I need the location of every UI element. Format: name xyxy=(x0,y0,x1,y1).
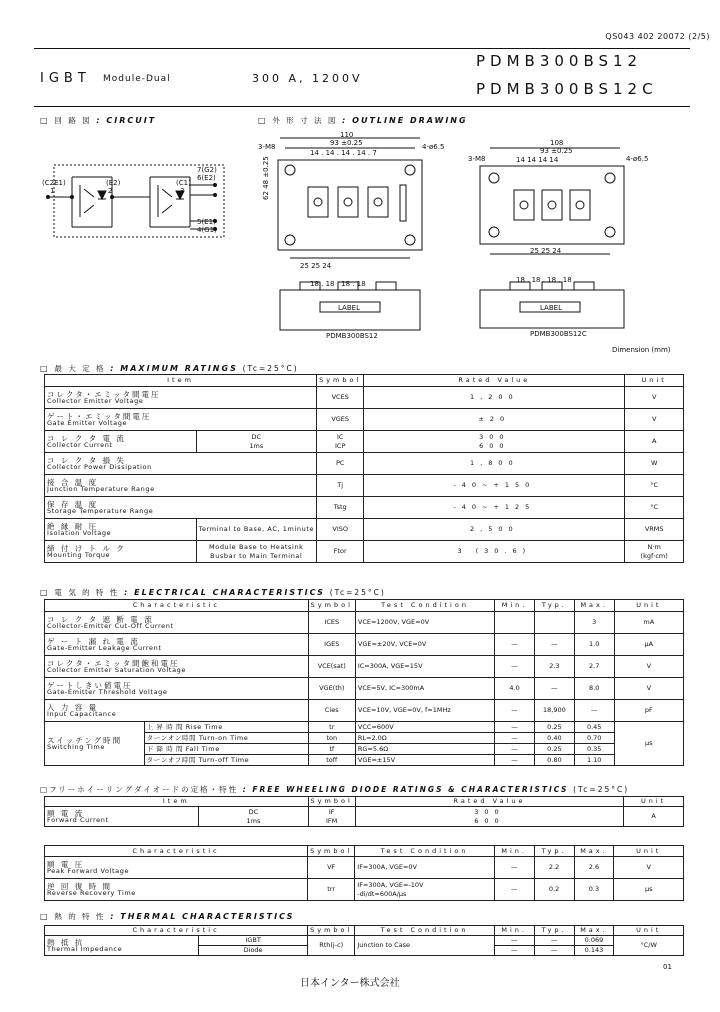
electrical-title: □ 電 気 的 特 性 : ELECTRICAL CHARACTERISTICS (Tc=25°C) xyxy=(40,588,386,597)
pin-2: 2 xyxy=(108,187,113,195)
header-rule xyxy=(34,48,690,49)
dim-93-right: 93 ±0.25 xyxy=(540,147,573,155)
outline-section-title: □ 外 形 寸 法 図 : OUTLINE DRAWING xyxy=(258,116,468,125)
module-type: Module-Dual xyxy=(103,74,171,84)
label-text-left: LABEL xyxy=(338,304,360,312)
pin-c1: (C1) xyxy=(176,179,191,187)
dim-seg-right: 14 14 14 14 xyxy=(516,156,559,164)
dim-110: 110 xyxy=(340,131,354,139)
dim-3m8: 3-M8 xyxy=(258,143,276,151)
label-part-right: PDMB300BS12C xyxy=(530,330,587,338)
dim-mount: 4-ø6.5 xyxy=(422,143,445,151)
dimension-note: Dimension (mm) xyxy=(612,346,671,354)
fwd-rating-table: Item Symbol Rated Value Unit 順 電 流 Forward Current DC 1ms IF IFM 300 600 A xyxy=(44,796,684,827)
pin-1: 1 xyxy=(50,187,55,195)
dim-bottom: 25 25 24 xyxy=(300,262,332,270)
pin-e2: (E2) xyxy=(106,179,121,187)
thermal-title: □ 熱 的 特 性 : THERMAL CHARACTERISTICS xyxy=(40,912,295,921)
outline-drawing-right xyxy=(470,140,670,345)
header-rule-2 xyxy=(34,106,690,107)
label-text-right: LABEL xyxy=(540,304,562,312)
max-ratings-title: □ 最 大 定 格 : MAXIMUM RATINGS (Tc=25°C) xyxy=(40,364,299,373)
doc-number: QS043 402 20072 (2/5) xyxy=(605,32,710,41)
dim-3m8-right: 3-M8 xyxy=(468,155,486,163)
circuit-section-title: □ 回 路 図 : CIRCUIT xyxy=(40,116,157,125)
fwd-char-table: Characteristic Symbol Test Condition Min. Typ. Max. Unit 順 電 圧 Peak Forward Voltage VF IF=300A, VGE=0V — 2.2 2.6 V 逆 回 復 時 間 Reverse Recovery Time trr IF=300A, VGE=-10V -di/dt=600A/μs — 0.2 0.3 μs xyxy=(44,845,684,901)
dim-seg: 14 . 14 . 14 . 14 . 7 xyxy=(310,149,377,157)
fwd-title: □フリーホイーリングダイオードの定格・特性 : FREE WHEELING DIODE RATINGS & CHARACTERISTICS (Tc=25°C) xyxy=(40,785,630,794)
pin-6: 6(E2) xyxy=(197,174,216,182)
pin-c2e1: (C2E1) xyxy=(42,179,66,187)
dim-bottom-right: 25 25 24 xyxy=(530,247,562,255)
dim-side: 62 48 ±0.25 xyxy=(262,156,270,200)
dim-93: 93 ±0.25 xyxy=(330,139,363,147)
part-number-1: PDMB300BS12 xyxy=(476,52,643,70)
dim-side-top-right: 18 . 18 . 18 . 18 xyxy=(516,276,572,284)
product-line: IGBT xyxy=(40,71,91,86)
pin-5: 5(E1) xyxy=(197,218,216,226)
footer-code: 01 xyxy=(663,963,672,971)
label-part-left: PDMB300BS12 xyxy=(326,332,378,340)
outline-drawing-left xyxy=(250,130,470,345)
max-ratings-table: Item Symbol Rated Value Unit コレクタ・エミッタ間電圧 Collector Emitter Voltage VCES 1,200 V ゲート・エミッタ間電圧 Gate Emitter Voltage VGES ±20 V コ レ ク タ 電 流 Collector Current DC 1ms IC ICP 300 600 A コ レ ク タ 損 失 Collector Power Dissipation PC 1,800 W 接 合 温 度 Junction Temperature Range Tj -40~+150 °C 保 存 温 度 Storage Temperature Range Tstg -40~+125 °C 絶 縁 耐 圧 Isolation Voltage Terminal to Base, AC, 1minute VISO 2,500 VRMS 締 付 け ト ル ク Mounting Torque Module Base to Heatsink Busbar to Main Terminal Ftor 3 (30.6) N·m (kgf·cm) xyxy=(44,374,684,563)
dim-side-top-left: 18 . 18 . 18 . 18 xyxy=(310,280,366,288)
pin-7: 7(G2) xyxy=(197,166,217,174)
company-name: 日本インター株式会社 xyxy=(300,978,400,989)
pin-3: 3 xyxy=(180,187,185,195)
thermal-table: Characteristic Symbol Test Condition Min. Typ. Max. Unit 熱 抵 抗 Thermal Impedance IGBT Rth(j-c) Junction to Case — — 0.069 °C/W Diode — — 0.143 xyxy=(44,925,684,956)
pin-4: 4(G1) xyxy=(197,226,217,234)
part-number-2: PDMB300BS12C xyxy=(476,80,658,98)
dim-mount-right: 4-ø6.5 xyxy=(626,155,649,163)
dim-108: 108 xyxy=(550,139,564,147)
electrical-table: Characteristic Symbol Test Condition Min. Typ. Max. Unit コ レ ク タ 遮 断 電 流 Collector-Emitter Cut-Off Current ICES VCE=1200V, VGE=0V 3 mA ゲ ー ト 漏 れ 電 流 Gate-Emitter Leakage Current IGES VGE=±20V, VCE=0V — — 1.0 μA コレクタ・エミッタ間飽和電圧 Collector Emitter Saturation Voltage VCE(sat) IC=300A, VGE=15V — 2.3 2.7 V ゲートしきい値電圧 Gate-Emitter Threshold Voltage VGE(th) VCE=5V, IC=300mA 4.0 — 8.0 V 入 力 容 量 Input Capacitance Cies VCE=10V, VGE=0V, f=1MHz — 18,900 — pF スイッチング時間 Switching Time 上 昇 時 間 Rise Time tr VCC=600V — 0.25 0.45 μs ターンオン時間 Turn-on Time ton RL=2.0Ω — 0.40 0.70 下 降 時 間 Fall Time tf RG=5.6Ω — 0.25 0.35 ターンオフ時間 Turn-off Time toff VGE=±15V — 0.80 1.10 xyxy=(44,599,684,766)
rating-text: 300 A, 1200V xyxy=(252,72,363,85)
